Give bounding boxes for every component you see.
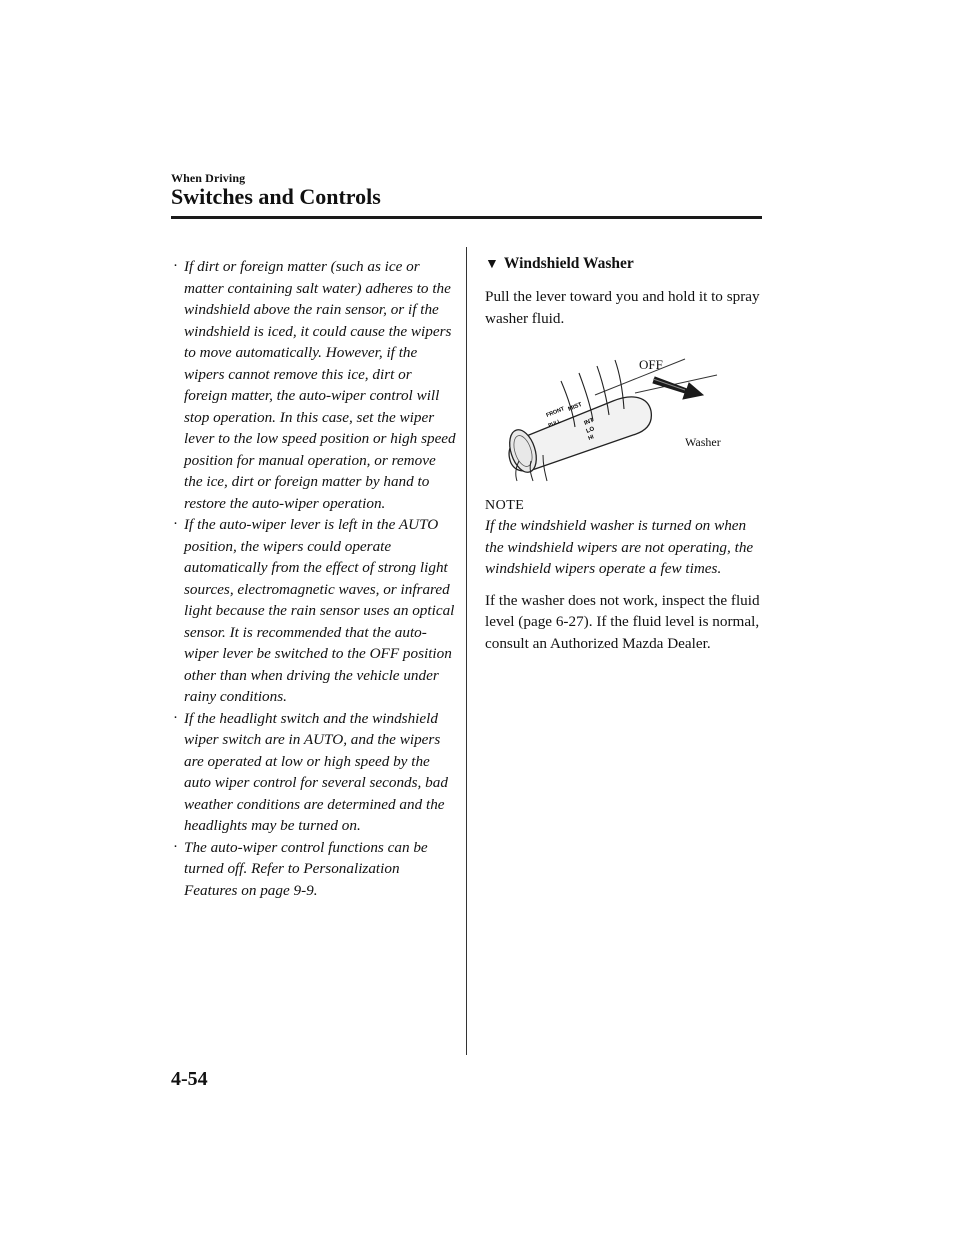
- bullet-dot-icon: ·: [173, 258, 178, 274]
- bullet-dot-icon: ·: [173, 838, 178, 855]
- note-label: NOTE: [485, 498, 525, 513]
- wiper-lever-figure: [485, 343, 765, 483]
- note-text: If the windshield washer is turned on when the windshield wipers are not operating, the windshield wipers operate a few times.: [485, 517, 754, 577]
- closing-paragraph: If the washer does not work, inspect the fluid level (page 6-27). If the fluid level is normal, consult an Authorized Mazda Dealer.: [485, 591, 760, 652]
- title-rule: [171, 216, 762, 219]
- bullet-dot-icon: ·: [173, 516, 178, 532]
- intro-paragraph: Pull the lever toward you and hold it to spray washer fluid.: [485, 288, 760, 327]
- bullet-item: [171, 837, 456, 902]
- bullet-text: If the auto-wiper lever is left in the AUTO position, the wipers could operate automatically from the effect of strong light sources, electromagnetic waves, or infrared light because the rain sensor uses an optical sensor. It is recommended that the auto-wiper lever be switched to the OFF position other than when driving the vehicle under rainy conditions.: [184, 516, 455, 705]
- left-column: [171, 256, 456, 901]
- lever-marking-lo: LO: [585, 426, 596, 435]
- column-divider: [466, 247, 467, 1055]
- bullet-item: [171, 514, 456, 708]
- bullet-item: [171, 256, 456, 514]
- page-number: 4-54: [171, 1068, 208, 1090]
- lever-marking-int: INT: [583, 417, 595, 427]
- lever-marking-hi: HI: [587, 434, 595, 442]
- lever-marking-mist: MIST: [567, 401, 584, 413]
- figure-label-washer: Washer: [685, 435, 721, 449]
- bullet-item: [171, 708, 456, 837]
- section-heading-text: Windshield Washer: [503, 255, 634, 272]
- bullet-text: If dirt or foreign matter (such as ice or matter containing salt water) adheres to the windshield above the rain sensor, or if the windshield is iced, it could cause the wipers to move automatically. However, if the wipers cannot remove this ice, dirt or foreign matter, the auto-wiper control will stop operation. In this case, set the wiper lever to the low speed position or high speed position for manual operation, or remove the ice, dirt or foreign matter by hand to restore the auto-wiper operation.: [184, 258, 456, 512]
- bullet-dot-icon: ·: [173, 709, 178, 726]
- page-title: Switches and Controls: [171, 184, 381, 209]
- pull-arrow-icon: [653, 377, 703, 399]
- figure-label-off: OFF: [639, 357, 663, 372]
- section-heading: [485, 254, 765, 275]
- section-label: When Driving: [171, 171, 246, 185]
- bullet-text: The auto-wiper control functions can be turned off. Refer to Personalization Features on page 9-9.: [184, 838, 428, 899]
- wiper-lever-illustration: [485, 343, 765, 483]
- bullet-text: If the headlight switch and the windshield wiper switch are in AUTO, and the wipers are operated at low or high speed by the auto wiper control for several seconds, bad weather conditions are determined and the headlights may be turned on.: [184, 709, 448, 834]
- lever-marking-pull: PULL: [547, 418, 562, 429]
- lever-marking-front: FRONT: [545, 406, 566, 419]
- caution-bullet-list: [171, 256, 456, 901]
- right-column: [485, 254, 765, 654]
- triangle-marker-icon: ▼: [485, 257, 499, 272]
